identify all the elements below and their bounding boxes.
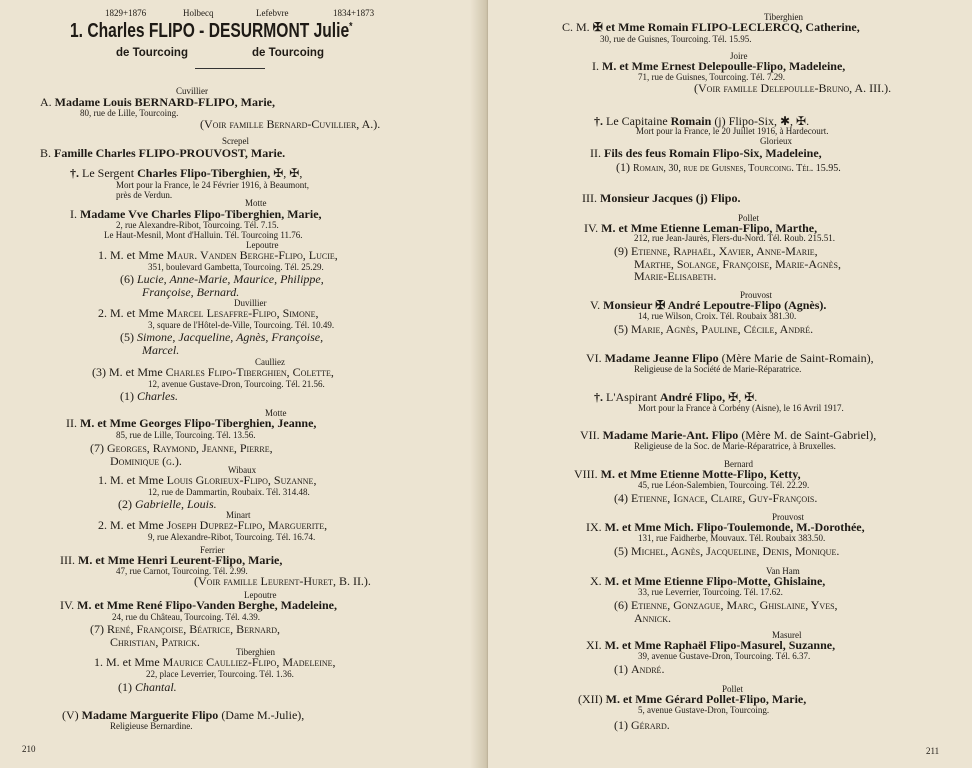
children: (4) Etienne, Ignace, Claire, Guy-François. [614,491,818,505]
cross-ref: (Voir famille Leurent-Huret, B. II.). [194,574,371,588]
children: (2) Gabrielle, Louis. [118,497,217,511]
origin: Wibaux [228,465,257,475]
origin: Prouvost [772,512,805,522]
entry-VII: VII. Madame Marie-Ant. Flipo (Mère M. de Saint-Gabriel), [580,428,877,442]
address: 14, rue Wilson, Croix. Tél. Roubaix 381.30. [638,311,797,321]
address: Religieuse de la Soc. de Marie-Réparatrice, à Bruxelles. [634,441,836,451]
children: (5) Simone, Jacqueline, Agnès, Françoise, [120,330,324,344]
entry-IV: IV. M. et Mme Etienne Leman-Flipo, Marthe, [584,221,818,235]
memorial-sergent: †. Le Sergent Charles Flipo-Tiberghien, ✠, ✠, [70,166,303,180]
entry-I-3: (3) M. et Mme Charles Flipo-Tiberghien, Colette, [92,365,334,379]
entry-I-1: 1. M. et Mme Maur. Vanden Berghe-Flipo, Lucie, [98,248,338,262]
children: Annick. [634,611,671,625]
address: 212, rue Jean-Jaurès, Flers-du-Nord. Tél. Roub. 215.51. [634,233,836,243]
entry-XII: (XII) M. et Mme Gérard Pollet-Flipo, Marie, [578,692,807,706]
memorial-line: Mort pour la France, le 20 Juillet 1916, à Hardecourt. [636,126,829,136]
children: (1) Charles. [120,389,179,403]
entry-V: (V) Madame Marguerite Flipo (Dame M.-Julie), [62,708,305,722]
place-right: Lefebvre [256,8,289,18]
children: Marthe, Solange, Françoise, Marie-Agnès, [634,257,841,271]
entry-I: I. Madame Vve Charles Flipo-Tiberghien, Marie, [70,207,322,221]
children: (6) Etienne, Gonzague, Marc, Ghislaine, Yves, [614,598,838,612]
children: (1) André. [614,662,665,676]
origin: Tiberghien [764,12,804,22]
address: Le Haut-Mesnil, Mont d'Halluin. Tél. Tourcoing 11.76. [104,230,303,240]
page-title: 1. Charles FLIPO - DESURMONT Julie* [70,20,353,42]
memorial-line: près de Verdun. [116,190,173,200]
origin: Ferrier [200,545,225,555]
origin: Motte [245,198,267,208]
address: 22, place Leverrier, Tourcoing. Tél. 1.36. [146,669,294,679]
address: 131, rue Faidherbe, Mouvaux. Tél. Roubaix 383.50. [638,533,826,543]
memorial-aspirant: †. L'Aspirant André Flipo, ✠, ✠. [594,390,758,404]
origin: Glorieux [760,136,792,146]
memorial-line: Mort pour la France à Corbény (Aisne), le 16 Avril 1917. [638,403,844,413]
address: 9, rue Alexandre-Ribot, Tourcoing. Tél. 16.74. [148,532,316,542]
title-rule [195,68,265,69]
origin: Tiberghien [236,647,276,657]
entry-IV-1: 1. M. et Mme Maurice Caulliez-Flipo, Madeleine, [94,655,336,669]
entry-IV: IV. M. et Mme René Flipo-Vanden Berghe, Madeleine, [60,598,337,612]
entry-VI: VI. Madame Jeanne Flipo (Mère Marie de Saint-Romain), [586,351,874,365]
origin: Lepoutre [246,240,279,250]
entry-II-2: 2. M. et Mme Joseph Duprez-Flipo, Marguerite, [98,518,328,532]
entry-II-1: 1. M. et Mme Louis Glorieux-Flipo, Suzanne, [98,473,317,487]
origin: Cuvillier [176,86,208,96]
children: Marie-Elisabeth. [634,269,717,283]
origin: Minart [226,510,251,520]
address: 33, rue Leverrier, Tourcoing. Tél. 17.62. [638,587,783,597]
address: Religieuse Bernardine. [110,721,193,731]
entry-IX: IX. M. et Mme Mich. Flipo-Toulemonde, M.-Dorothée, [586,520,865,534]
children: (6) Lucie, Anne-Marie, Maurice, Philippe, [120,272,324,286]
page-number: 211 [926,746,940,756]
memorial-capitaine: †. Le Capitaine Romain (j) Flipo-Six, ✱, ✠. [594,114,810,128]
entry-XI: XI. M. et Mme Raphaël Flipo-Masurel, Suzanne, [586,638,836,652]
address: 71, rue de Guisnes, Tourcoing. Tél. 7.29. [638,72,786,82]
date-right: 1834+1873 [333,8,375,18]
city-left: de Tourcoing [116,47,188,59]
origin: Screpel [222,136,249,146]
entry-II: II. Fils des feus Romain Flipo-Six, Madeleine, [590,146,822,160]
children: (5) Michel, Agnès, Jacqueline, Denis, Monique. [614,544,840,558]
children: (1) Gérard. [614,718,670,732]
address: 30, rue de Guisnes, Tourcoing. Tél. 15.95. [600,34,752,44]
place-left: Holbecq [183,8,214,18]
entry-I: I. M. et Mme Ernest Delepoulle-Flipo, Madeleine, [592,59,846,73]
page-number: 210 [22,744,36,754]
origin: Lepoutre [244,590,277,600]
entry-VIII: VIII. M. et Mme Etienne Motte-Flipo, Ketty, [574,467,801,481]
entry-III: III. Monsieur Jacques (j) Flipo. [582,191,741,205]
origin: Bernard [724,459,753,469]
address: Religieuse de la Société de Marie-Réparatrice. [634,364,802,374]
address: 12, rue de Dammartin, Roubaix. Tél. 314.48. [148,487,310,497]
origin: Masurel [772,630,802,640]
entry-III: III. M. et Mme Henri Leurent-Flipo, Marie, [60,553,283,567]
children: (7) René, Françoise, Béatrice, Bernard, [90,622,281,636]
address: 24, rue du Château, Tourcoing. Tél. 4.39. [112,612,261,622]
origin: Pollet [722,684,744,694]
city-right: de Tourcoing [252,47,324,59]
entry-C: C. M. ✠ et Mme Romain FLIPO-LECLERCQ, Catherine, [562,20,860,34]
address: 5, avenue Gustave-Dron, Tourcoing. [638,705,770,715]
children: (5) Marie, Agnès, Pauline, Cécile, André. [614,322,814,336]
address: 3, square de l'Hôtel-de-Ville, Tourcoing. Tél. 10.49. [148,320,335,330]
address: 39, avenue Gustave-Dron, Tourcoing. Tél. 6.37. [638,651,811,661]
address: 47, rue Carnot, Tourcoing. Tél. 2.99. [116,566,248,576]
entry-A: A. Madame Louis BERNARD-FLIPO, Marie, [40,95,275,109]
address: 45, rue Léon-Salembien, Tourcoing. Tél. 22.29. [638,480,810,490]
entry-B: B. Famille Charles FLIPO-PROUVOST, Marie. [40,146,286,160]
children: Marcel. [142,343,180,357]
children: (1) Chantal. [118,680,177,694]
children: (9) Etienne, Raphaël, Xavier, Anne-Marie, [614,244,818,258]
origin: Duvillier [234,298,267,308]
origin: Caulliez [255,357,285,367]
entry-II: II. M. et Mme Georges Flipo-Tiberghien, Jeanne, [66,416,317,430]
origin: Motte [265,408,287,418]
right-page [488,0,972,768]
date-left: 1829+1876 [105,8,147,18]
left-page [0,0,484,768]
children: (1) Romain, 30, rue de Guisnes, Tourcoing. Tél. 15.95. [616,160,841,174]
children: Dominique (g.). [110,454,182,468]
address: 2, rue Alexandre-Ribot, Tourcoing. Tél. 7.15. [116,220,279,230]
entry-I-2: 2. M. et Mme Marcel Lesaffre-Flipo, Simone, [98,306,319,320]
address: 12, avenue Gustave-Dron, Tourcoing. Tél. 21.56. [148,379,325,389]
address: 80, rue de Lille, Tourcoing. [80,108,179,118]
entry-V: V. Monsieur ✠ André Lepoutre-Flipo (Agnès). [590,298,827,312]
origin: Joire [730,51,748,61]
address: 85, rue de Lille, Tourcoing. Tél. 13.56. [116,430,256,440]
children: Françoise, Bernard. [142,285,240,299]
cross-ref: (Voir famille Delepoulle-Bruno, A. III.). [694,81,892,95]
origin: Prouvost [740,290,773,300]
address: 351, boulevard Gambetta, Tourcoing. Tél. 25.29. [148,262,324,272]
entry-X: X. M. et Mme Etienne Flipo-Motte, Ghislaine, [590,574,826,588]
origin: Van Ham [766,566,800,576]
memorial-line: Mort pour la France, le 24 Février 1916, à Beaumont, [116,180,309,190]
children: (7) Georges, Raymond, Jeanne, Pierre, [90,441,273,455]
origin: Pollet [738,213,760,223]
children: Christian, Patrick. [110,635,200,649]
cross-ref: (Voir famille Bernard-Cuvillier, A.). [200,117,381,131]
